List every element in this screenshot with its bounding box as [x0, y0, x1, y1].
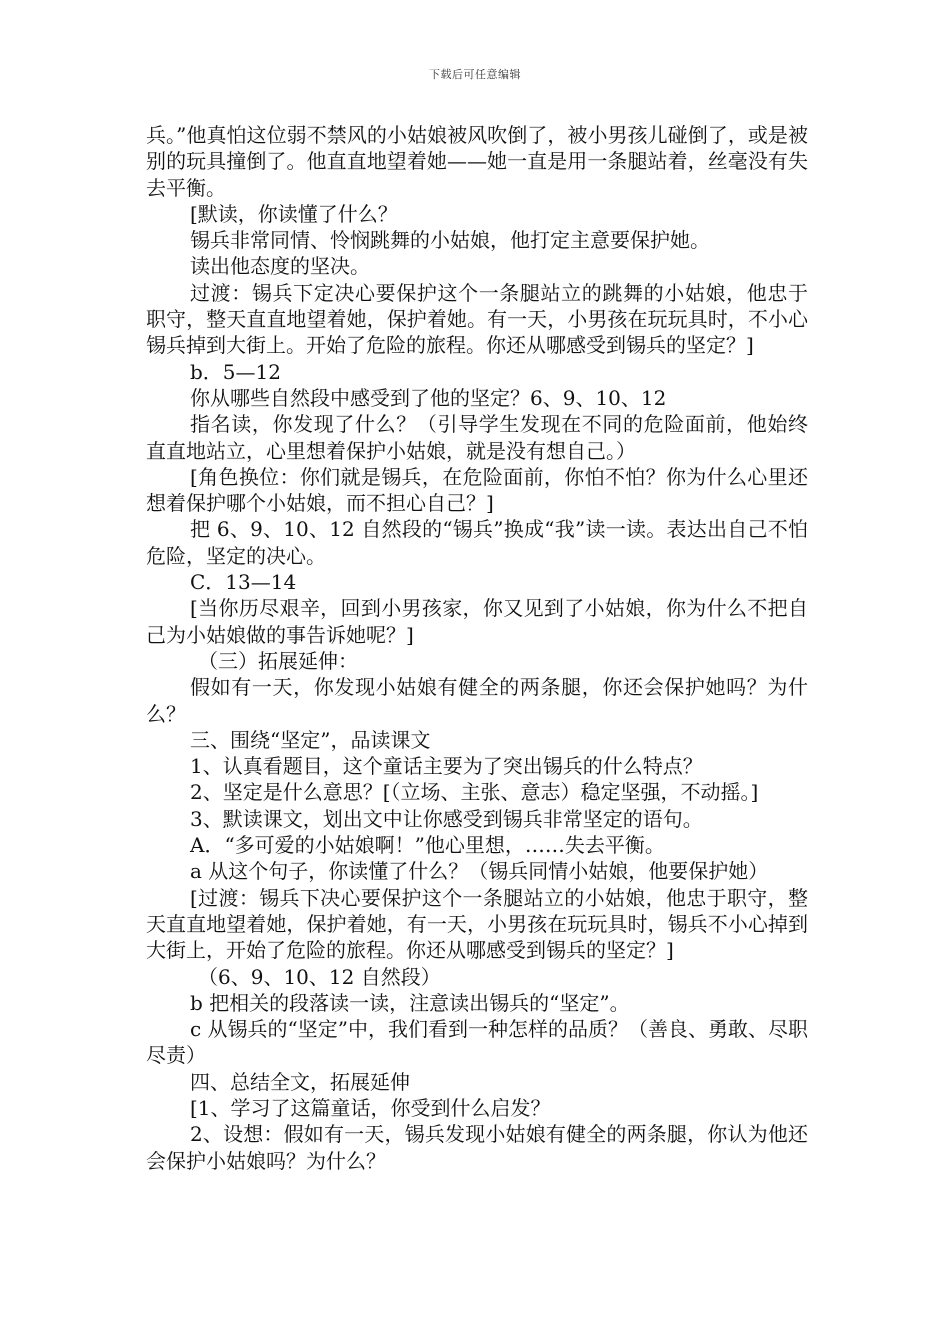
paragraph: 你从哪些自然段中感受到了他的坚定？6、9、10、12 — [190, 385, 667, 410]
paragraph: 读出他态度的坚决。 — [190, 254, 370, 279]
page-header: 下载后可任意编辑 — [429, 68, 521, 81]
section-heading: （三）拓展延伸： — [198, 648, 358, 673]
paragraph: 假如有一天，你发现小姑娘有健全的两条腿，你还会保护她吗？为什么？ — [146, 675, 808, 726]
paragraph: 兵。”他真怕这位弱不禁风的小姑娘被风吹倒了，被小男孩儿碰倒了，或是被别的玩具撞倒了。他直直地望着她——她一直是用一条腿站着，丝毫没有失去平衡。 — [146, 123, 808, 200]
paragraph: A．“多可爱的小姑娘啊！”他心里想，……失去平衡。 — [190, 833, 665, 858]
paragraph: 过渡：锡兵下定决心要保护这个一条腿站立的跳舞的小姑娘，他忠于职守，整天直直地望着她，保护着她。有一天，小男孩在玩玩具时，不小心锡兵掉到大街上。开始了危险的旅程。你还从哪感受到锡兵的坚定？] — [146, 280, 808, 358]
paragraph: b．5—12 — [190, 359, 281, 384]
paragraph: c 从锡兵的“坚定”中，我们看到一种怎样的品质？（善良、勇敢、尽职尽责） — [146, 1017, 809, 1068]
paragraph: b 把相关的段落读一读，注意读出锡兵的“坚定”。 — [190, 990, 630, 1015]
paragraph: 2、坚定是什么意思？[（立场、主张、意志）稳定坚强，不动摇。] — [190, 780, 759, 805]
paragraph: a 从这个句子，你读懂了什么？（锡兵同情小姑娘，他要保护她） — [190, 859, 769, 884]
paragraph: [当你历尽艰辛，回到小男孩家，你又见到了小姑娘，你为什么不把自己为小姑娘做的事告诉她呢？] — [146, 596, 808, 647]
paragraph: C．13—14 — [190, 570, 297, 595]
paragraph: 锡兵非常同情、怜悯跳舞的小姑娘，他打定主意要保护她。 — [190, 228, 710, 253]
section-heading: 三、围绕“坚定”，品读课文 — [190, 727, 431, 752]
paragraph: （6、9、10、12 自然段） — [198, 964, 441, 989]
paragraph: [1、学习了这篇童话，你受到什么启发？ — [190, 1095, 551, 1120]
paragraph: [角色换位：你们就是锡兵，在危险面前，你怕不怕？你为什么心里还想着保护哪个小姑娘，而不担心自己？] — [146, 464, 808, 516]
paragraph: 1、认真看题目，这个童话主要为了突出锡兵的什么特点？ — [190, 754, 703, 779]
document-body — [146, 122, 808, 1174]
paragraph: 把 6、9、10、12 自然段的“锡兵”换成“我”读一读。表达出自己不怕危险，坚定的决心。 — [146, 517, 808, 568]
paragraph: 3、默读课文，划出文中让你感受到锡兵非常坚定的语句。 — [190, 806, 703, 831]
section-heading: 四、总结全文，拓展延伸 — [190, 1069, 410, 1094]
paragraph: 指名读，你发现了什么？（引导学生发现在不同的危险面前，他始终直直地站立，心里想着保护小姑娘，就是没有想自己。） — [146, 412, 808, 463]
paragraph: [过渡：锡兵下决心要保护这个一条腿站立的小姑娘，他忠于职守，整天直直地望着她，保护着她，有一天，小男孩在玩玩具时，锡兵不小心掉到大街上，开始了危险的旅程。你还从哪感受到锡兵的坚定？] — [146, 885, 808, 963]
paragraph: 2、设想：假如有一天，锡兵发现小姑娘有健全的两条腿，你认为他还会保护小姑娘吗？为什么？ — [146, 1122, 808, 1173]
paragraph: [默读，你读懂了什么？ — [190, 201, 398, 226]
